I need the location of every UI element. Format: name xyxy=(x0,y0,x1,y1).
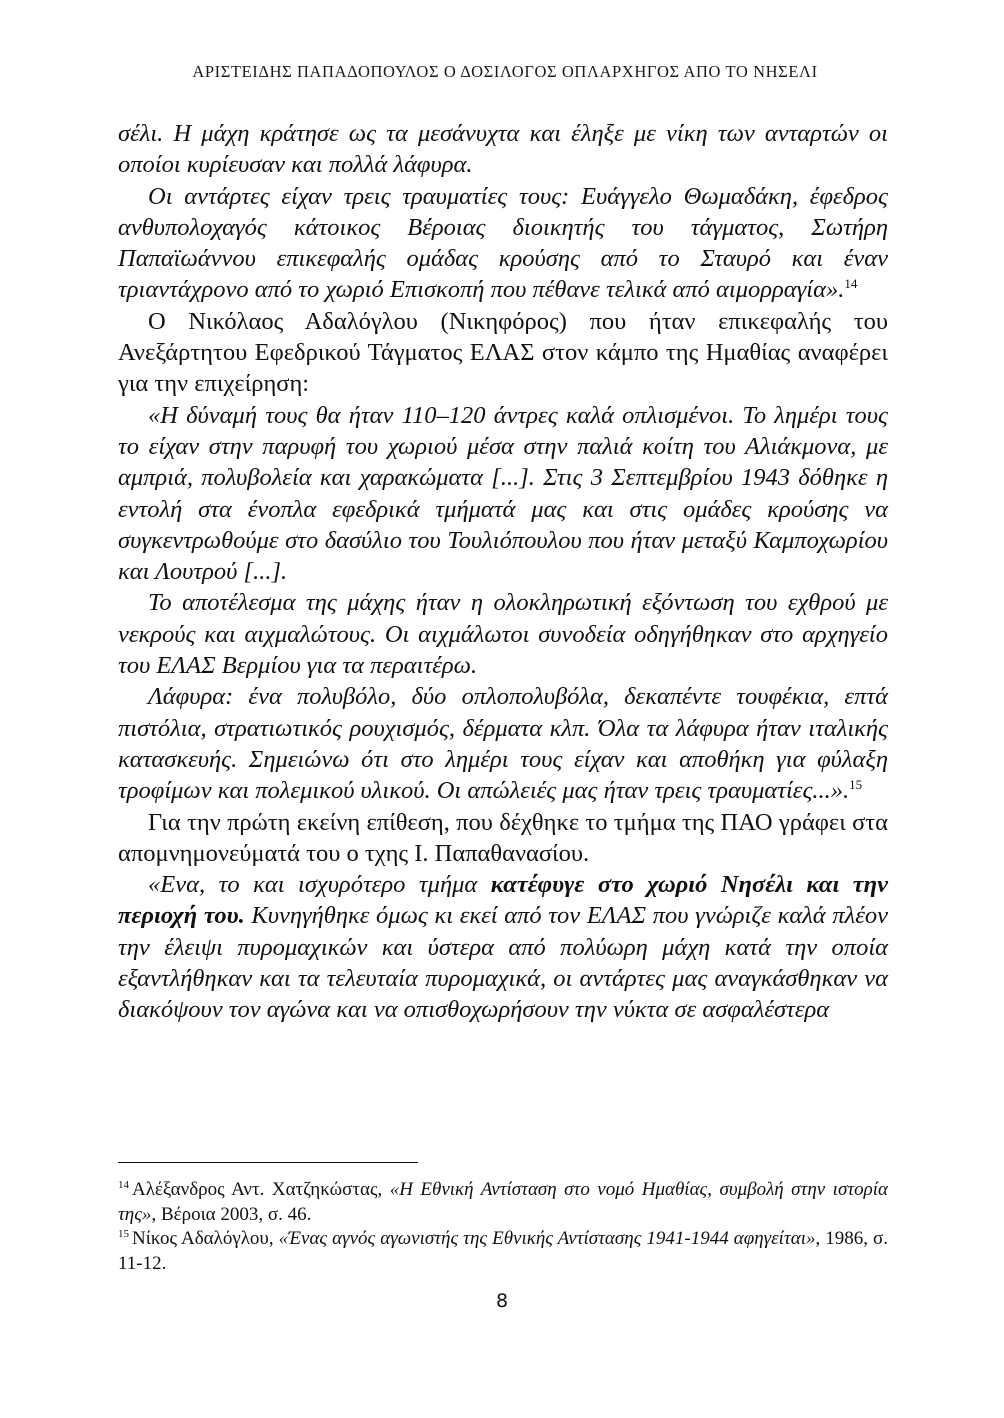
paragraph-text: σέλι. Η μάχη κράτησε ως τα μεσάνυχτα και έληξε με νίκη των ανταρτών οι οποίοι κυρίευσαν και πολλά λάφυρα. xyxy=(118,120,888,179)
paragraph-text: Λάφυρα: ένα πολυβόλο, δύο οπλοπολυβόλα, δεκαπέντε τουφέκια, επτά πιστόλια, στρατιωτικός ρουχισμός, δέρματα κλπ. Όλα τα λάφυρα ήταν ιταλικής κατασκευής. Σημειώνω ότι στο λημέρι τους είχαν και αποθήκη για φύλαξη τροφίμων και πολεμικού υλικού. Οι απώλειές μας ήταν τρεις τραυματίες...». xyxy=(118,683,888,805)
footnote-number: 15 xyxy=(118,1227,129,1240)
paragraph-quote-force xyxy=(118,400,888,588)
footnote-ref-15[interactable]: 15 xyxy=(849,777,863,793)
paragraph-text: Οι αντάρτες είχαν τρεις τραυματίες τους: Ευάγγελο Θωμαδάκη, έφεδρος ανθυπολοχαγός κάτοικος Βέροιας διοικητής του τάγματος, Σωτήρη Παπαϊωάννου επικεφαλής ομάδας κρούσης από το Σταυρό και έναν τριαντάχρονο από το χωριό Επισκοπή που πέθανε τελικά από αιμορραγία». xyxy=(118,182,888,304)
emphasized-text: κατέφυγε στο χωριό Νησέλι και την περιοχή του. xyxy=(118,871,888,930)
paragraph-text: «Ενα, το και ισχυρότερο τμήμα xyxy=(148,871,491,899)
paragraph-quote-spoils xyxy=(118,681,888,806)
footnote-author: Αλέξανδρος Αντ. Χατζηκώστας, xyxy=(132,1179,390,1200)
footnote-number: 14 xyxy=(118,1178,129,1191)
paragraph-continuation xyxy=(118,118,888,181)
paragraph-text: Ο Νικόλαος Αδαλόγλου (Νικηφόρος) που ήταν επικεφαλής του Ανεξάρτητου Εφεδρικού Τάγματος ΕΛΑΣ στον κάμπο της Ημαθίας αναφέρει για την επιχείρηση: xyxy=(118,307,888,398)
footnote-14 xyxy=(118,1178,888,1227)
paragraph-text: «Η δύναμή τους θα ήταν 110–120 άντρες καλά οπλισμένοι. Το λημέρι τους το είχαν στην παρυφή του χωριού μέσα στην παλιά κοίτη του Αλιάκμονα, με αμπριά, πολυβολεία και χαρακώματα [...]. Στις 3 Σεπτεμβρίου 1943 δόθηκε η εντολή στα ένοπλα εφεδρικά τμήματά μας και στις ομάδες κρούσης να συγκεντρωθούμε στο δασύλιο του Τουλιόπουλου που ήταν μεταξύ Καμποχωρίου και Λουτρού [...]. xyxy=(118,401,888,586)
page-number: 8 xyxy=(495,1290,509,1312)
paragraph-papathanasiou xyxy=(118,807,888,870)
paragraph-text: Για την πρώτη εκείνη επίθεση, που δέχθηκε το τμήμα της ΠΑΟ γράφει στα απομνημονεύματά του ο τχης Ι. Παπαθανασίου. xyxy=(118,808,888,867)
main-text xyxy=(118,118,888,1026)
paragraph-adaloglou xyxy=(118,306,888,400)
footnote-publication: , Βέροια 2003, σ. 46. xyxy=(151,1203,312,1225)
paragraph-text: Το αποτέλεσμα της μάχης ήταν η ολοκληρωτική εξόντωση του εχθρού με νεκρούς και αιχμαλώτους. Οι αιχμάλωτοι συνοδεία οδηγήθηκαν στο αρχηγείο του ΕΛΑΣ Βερμίου για τα περαιτέρω. xyxy=(118,589,888,680)
footnote-separator xyxy=(118,1162,418,1163)
paragraph-quote-niseli xyxy=(118,869,888,1025)
running-header: ΑΡΙΣΤΕΙΔΗΣ ΠΑΠΑΔΟΠΟΥΛΟΣ Ο ΔΟΣΙΛΟΓΟΣ ΟΠΛΑΡΧΗΓΟΣ ΑΠΟ ΤΟ ΝΗΣΕΛΙ xyxy=(192,62,818,81)
footnote-author: Νίκος Αδαλόγλου, xyxy=(132,1228,279,1249)
paragraph-wounded xyxy=(118,181,888,306)
footnote-title: «Ένας αγνός αγωνιστής της Εθνικής Αντίστασης 1941-1944 αφηγείται» xyxy=(278,1228,816,1249)
footnote-ref-14[interactable]: 14 xyxy=(844,276,858,292)
footnote-15 xyxy=(118,1227,888,1276)
paragraph-quote-result xyxy=(118,587,888,681)
footnote-publication: , 1986, σ. 11-12. xyxy=(118,1228,889,1274)
footnotes xyxy=(118,1178,888,1276)
footnote-title: «Η Εθνική Αντίσταση στο νομό Ημαθίας, συμβολή στην ιστορία της» xyxy=(118,1179,888,1225)
paragraph-text: Κυνηγήθηκε όμως κι εκεί από τον ΕΛΑΣ που γνώριζε καλά πλέον την έλειψι πυρομαχικών και ύστερα από πολύωρη μάχη κατά την οποία εξαντλήθηκαν και τα τελευταία πυρομαχικά, οι αντάρτες μας αναγκάσθηκαν να διακόψουν τον αγώνα και να οπισθοχωρήσουν την νύκτα σε ασφαλέστερα xyxy=(118,902,888,1024)
